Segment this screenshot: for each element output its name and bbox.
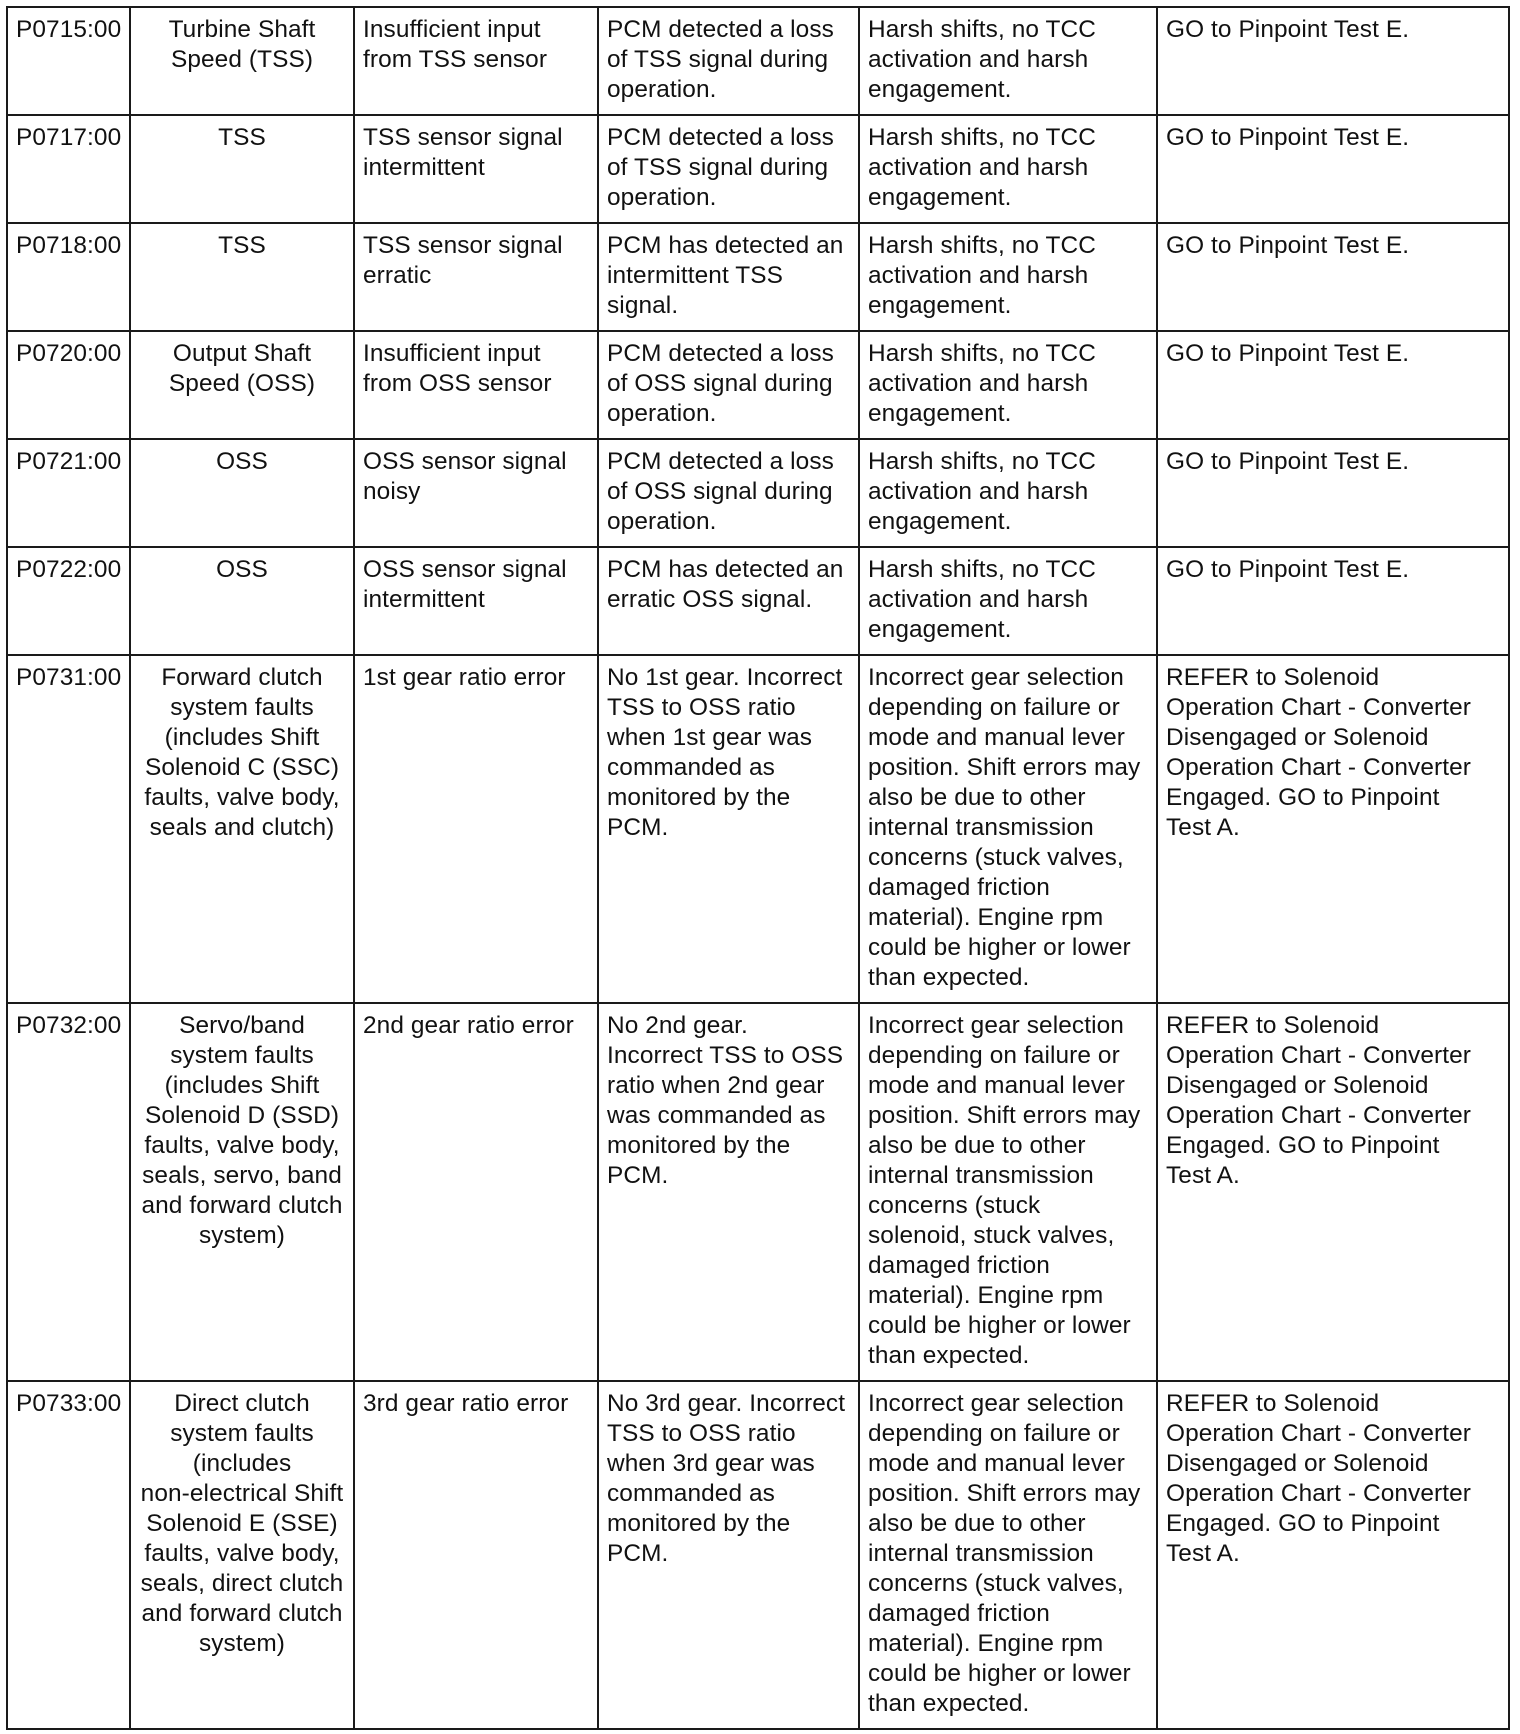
table-row [7, 1003, 1509, 1381]
description-cell [354, 1381, 598, 1729]
action-text: GO to Pinpoint Test E. [1166, 340, 1410, 367]
component-cell [130, 439, 354, 547]
component-text: OSS [216, 448, 268, 475]
condition-text: No 3rd gear. Incorrect TSS to OSS ratio when 3rd gear was commanded as monitored by the PCM. [607, 1390, 846, 1567]
condition-text: PCM detected a loss of OSS signal during operation. [607, 340, 834, 427]
table-row [7, 7, 1509, 115]
action-text: GO to Pinpoint Test E. [1166, 556, 1410, 583]
symptom-cell [859, 115, 1157, 223]
description-text: OSS sensor signal noisy [363, 448, 567, 505]
symptom-cell [859, 7, 1157, 115]
table-row [7, 439, 1509, 547]
condition-cell [598, 223, 859, 331]
condition-text: No 2nd gear. Incorrect TSS to OSS ratio when 2nd gear was commanded as monitored by the PCM. [607, 1012, 844, 1189]
dtc-code: P0715:00 [16, 16, 122, 43]
symptom-text: Harsh shifts, no TCC activation and harsh engagement. [868, 556, 1096, 643]
symptom-text: Harsh shifts, no TCC activation and harsh engagement. [868, 16, 1096, 103]
description-cell [354, 1003, 598, 1381]
description-cell [354, 331, 598, 439]
description-text: Insufficient input from OSS sensor [363, 340, 552, 397]
action-cell [1157, 655, 1509, 1003]
component-text: Output Shaft Speed (OSS) [168, 340, 316, 397]
dtc-code: P0720:00 [16, 340, 122, 367]
description-text: 3rd gear ratio error [363, 1390, 569, 1417]
action-cell [1157, 7, 1509, 115]
table-row [7, 655, 1509, 1003]
component-cell [130, 655, 354, 1003]
action-text: REFER to Solenoid Operation Chart - Converter Disengaged or Solenoid Operation Chart - Converter Engaged. GO to Pinpoint Test A. [1166, 1012, 1471, 1189]
action-cell [1157, 547, 1509, 655]
table-row [7, 115, 1509, 223]
component-text: Servo/band system faults (includes Shift Solenoid D (SSD) faults, valve body, seals, servo, band and forward clutch system) [141, 1012, 343, 1249]
symptom-text: Harsh shifts, no TCC activation and harsh engagement. [868, 340, 1096, 427]
component-cell [130, 223, 354, 331]
component-cell [130, 1003, 354, 1381]
condition-cell [598, 115, 859, 223]
symptom-text: Incorrect gear selection depending on failure or mode and manual lever position. Shift errors may also be due to other internal transmission concerns (stuck solenoid, stuck valves, damaged friction material). Engine rpm could be higher or lower than expected. [868, 1012, 1141, 1369]
action-text: REFER to Solenoid Operation Chart - Converter Disengaged or Solenoid Operation Chart - Converter Engaged. GO to Pinpoint Test A. [1166, 1390, 1471, 1567]
description-text: TSS sensor signal erratic [363, 232, 563, 289]
description-text: Insufficient input from TSS sensor [363, 16, 548, 73]
action-text: GO to Pinpoint Test E. [1166, 232, 1410, 259]
symptom-text: Harsh shifts, no TCC activation and harsh engagement. [868, 448, 1096, 535]
condition-text: PCM detected a loss of TSS signal during operation. [607, 124, 834, 211]
condition-text: PCM has detected an erratic OSS signal. [607, 556, 844, 613]
dtc-code-cell [7, 7, 130, 115]
action-cell [1157, 1381, 1509, 1729]
dtc-code-cell [7, 547, 130, 655]
component-text: Direct clutch system faults (includes non-electrical Shift Solenoid E (SSE) faults, valve body, seals, direct clutch and forward clutch system) [140, 1390, 344, 1657]
component-cell [130, 115, 354, 223]
dtc-code-cell [7, 655, 130, 1003]
action-text: GO to Pinpoint Test E. [1166, 448, 1410, 475]
symptom-cell [859, 439, 1157, 547]
action-cell [1157, 1003, 1509, 1381]
component-text: Turbine Shaft Speed (TSS) [168, 16, 316, 73]
action-text: GO to Pinpoint Test E. [1166, 16, 1410, 43]
dtc-code-cell [7, 115, 130, 223]
condition-cell [598, 547, 859, 655]
dtc-code: P0732:00 [16, 1012, 122, 1039]
description-cell [354, 115, 598, 223]
table-row [7, 1381, 1509, 1729]
symptom-text: Harsh shifts, no TCC activation and harsh engagement. [868, 232, 1096, 319]
component-text: OSS [216, 556, 268, 583]
dtc-code: P0718:00 [16, 232, 122, 259]
dtc-code-cell [7, 223, 130, 331]
dtc-code-cell [7, 331, 130, 439]
symptom-cell [859, 1381, 1157, 1729]
action-text: GO to Pinpoint Test E. [1166, 124, 1410, 151]
action-cell [1157, 223, 1509, 331]
dtc-code: P0722:00 [16, 556, 122, 583]
component-text: TSS [218, 232, 266, 259]
table-row [7, 331, 1509, 439]
component-cell [130, 331, 354, 439]
description-cell [354, 655, 598, 1003]
condition-cell [598, 331, 859, 439]
description-text: OSS sensor signal intermittent [363, 556, 567, 613]
description-cell [354, 439, 598, 547]
table-row [7, 223, 1509, 331]
symptom-text: Harsh shifts, no TCC activation and harsh engagement. [868, 124, 1096, 211]
condition-cell [598, 439, 859, 547]
table-row [7, 547, 1509, 655]
condition-text: PCM detected a loss of TSS signal during operation. [607, 16, 834, 103]
component-cell [130, 7, 354, 115]
condition-cell [598, 655, 859, 1003]
dtc-code-cell [7, 1003, 130, 1381]
description-cell [354, 7, 598, 115]
symptom-text: Incorrect gear selection depending on failure or mode and manual lever position. Shift errors may also be due to other internal transmission concerns (stuck valves, damaged friction material). Engine rpm could be higher or lower than expected. [868, 664, 1141, 991]
symptom-cell [859, 547, 1157, 655]
condition-cell [598, 1381, 859, 1729]
description-text: 2nd gear ratio error [363, 1012, 574, 1039]
dtc-code-cell [7, 1381, 130, 1729]
dtc-code-cell [7, 439, 130, 547]
condition-cell [598, 7, 859, 115]
description-text: 1st gear ratio error [363, 664, 566, 691]
description-text: TSS sensor signal intermittent [363, 124, 563, 181]
condition-text: No 1st gear. Incorrect TSS to OSS ratio when 1st gear was commanded as monitored by the PCM. [607, 664, 843, 841]
dtc-code: P0733:00 [16, 1390, 122, 1417]
dtc-code: P0717:00 [16, 124, 122, 151]
symptom-cell [859, 331, 1157, 439]
action-text: REFER to Solenoid Operation Chart - Converter Disengaged or Solenoid Operation Chart - Converter Engaged. GO to Pinpoint Test A. [1166, 664, 1471, 841]
symptom-cell [859, 1003, 1157, 1381]
symptom-cell [859, 223, 1157, 331]
dtc-code: P0731:00 [16, 664, 122, 691]
condition-text: PCM has detected an intermittent TSS signal. [607, 232, 844, 319]
condition-text: PCM detected a loss of OSS signal during operation. [607, 448, 834, 535]
dtc-table [6, 6, 1510, 1730]
condition-cell [598, 1003, 859, 1381]
action-cell [1157, 439, 1509, 547]
dtc-code: P0721:00 [16, 448, 122, 475]
component-text: TSS [218, 124, 266, 151]
component-text: Forward clutch system faults (includes Shift Solenoid C (SSC) faults, valve body, seals and clutch) [144, 664, 340, 841]
action-cell [1157, 115, 1509, 223]
component-cell [130, 1381, 354, 1729]
description-cell [354, 547, 598, 655]
symptom-cell [859, 655, 1157, 1003]
action-cell [1157, 331, 1509, 439]
component-cell [130, 547, 354, 655]
symptom-text: Incorrect gear selection depending on failure or mode and manual lever position. Shift errors may also be due to other internal transmission concerns (stuck valves, damaged friction material). Engine rpm could be higher or lower than expected. [868, 1390, 1141, 1717]
description-cell [354, 223, 598, 331]
